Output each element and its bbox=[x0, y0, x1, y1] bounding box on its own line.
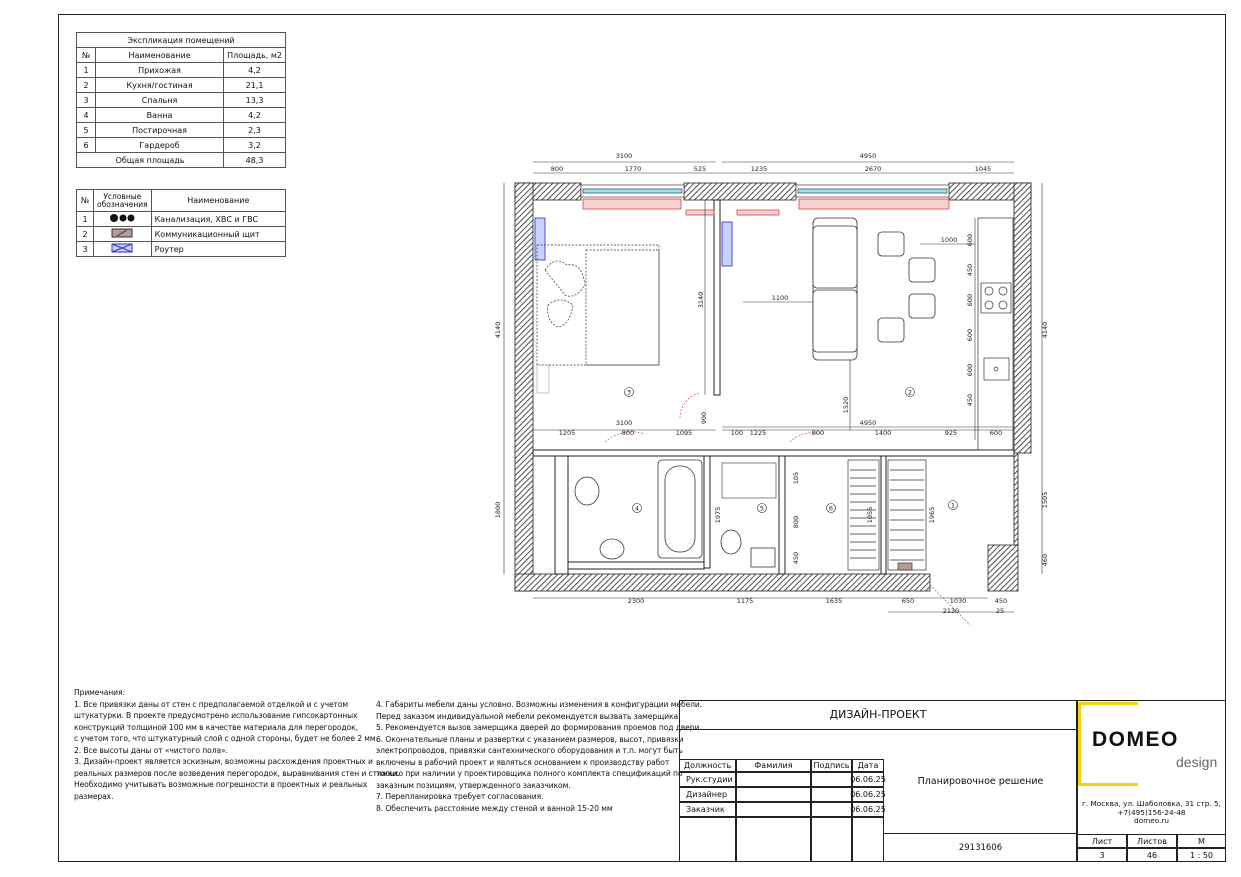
project-code: 29131606 bbox=[958, 843, 1003, 853]
dim-text: 925 bbox=[944, 429, 958, 437]
dim-text: 600 bbox=[966, 328, 974, 342]
dim-text: 600 bbox=[966, 233, 974, 247]
dim-text: 1235 bbox=[750, 165, 768, 173]
nightstand bbox=[537, 365, 549, 393]
ac-units bbox=[535, 218, 732, 266]
dim-text: 4950 bbox=[859, 419, 877, 427]
explication-table: Экспликация помещений № Наименование Площадь, м2 1 Прихожая 4,2 2 Кухня/гостиная 21,1 3 Спальня 13,3 4 Ванна 4,2 5 Постирочная 2,3 6 Гардероб 3,2 Общая площадь 48,3 bbox=[76, 32, 286, 168]
sheet-number: 3 bbox=[1077, 848, 1127, 862]
inner-walls bbox=[533, 200, 1014, 574]
table-row: 4 Ванна 4,2 bbox=[77, 108, 286, 123]
table-row: 3 Спальня 13,3 bbox=[77, 93, 286, 108]
project-title: ДИЗАЙН-ПРОЕКТ bbox=[679, 700, 1077, 730]
dim-text: 1095 bbox=[675, 429, 693, 437]
scale-value: 1 : 50 bbox=[1177, 848, 1226, 862]
table-row: 1 Прихожая 4,2 bbox=[77, 63, 286, 78]
dim-text: 3100 bbox=[615, 152, 633, 160]
dim-text: 2130 bbox=[942, 607, 960, 615]
dim-text: 100 bbox=[730, 429, 744, 437]
dim-text: 3140 bbox=[697, 291, 705, 309]
room-number: 6 bbox=[828, 504, 834, 513]
table-row: 5 Постирочная 2,3 bbox=[77, 123, 286, 138]
dim-text: 800 bbox=[811, 429, 825, 437]
room-number: 2 bbox=[907, 388, 913, 397]
table-row: 2 Коммуникационный щит bbox=[77, 227, 286, 242]
room-number: 1 bbox=[950, 501, 956, 510]
dim-text: 1505 bbox=[1041, 491, 1049, 509]
dim-text: 105 bbox=[792, 471, 800, 485]
dim-text: 1205 bbox=[558, 429, 576, 437]
dim-text: 1800 bbox=[494, 501, 502, 519]
dim-text: 800 bbox=[621, 429, 635, 437]
dim-text: 650 bbox=[901, 597, 915, 605]
dim-text: 800 bbox=[792, 515, 800, 529]
dim-text: 900 bbox=[700, 411, 708, 425]
dim-text: 1055 bbox=[866, 506, 874, 524]
room-number: 3 bbox=[626, 388, 632, 397]
table-row: 1 Канализация, ХВС и ГВС bbox=[77, 212, 286, 227]
radiators bbox=[583, 199, 949, 215]
room-number: 5 bbox=[759, 504, 765, 513]
comm-panel-icon bbox=[898, 563, 912, 570]
dim-text: 1225 bbox=[749, 429, 767, 437]
dim-text: 450 bbox=[966, 393, 974, 407]
dim-text: 600 bbox=[966, 293, 974, 307]
logo-text: DOMEO bbox=[1092, 728, 1179, 751]
legend-table: № Условные обозначения Наименование 1 Канализация, ХВС и ГВС 2 Коммуникационный щит 3 Роутер bbox=[76, 189, 286, 257]
room-number: 4 bbox=[634, 504, 640, 513]
dim-text: 1635 bbox=[825, 597, 843, 605]
dining-chairs bbox=[878, 232, 935, 342]
dim-text: 25 bbox=[995, 607, 1005, 615]
title-block: ДИЗАЙН-ПРОЕКТ Должность Фамилия Подпись Дата Рук.студии 06.06.25 Дизайнер 06.06.25 Заказчик 06.06.25 Планировочное решение 29131606 DOMEO design г. Москва, ул. Шаболовка, 31 стр. 5, +7(495)156-24-48 domeo.ru Лист Листов М 3 46 1 : 50 bbox=[679, 700, 1226, 862]
dim-text: 4950 bbox=[859, 152, 877, 160]
sheet-name: Планировочное решение bbox=[884, 730, 1077, 834]
table-row: 3 Роутер bbox=[77, 242, 286, 257]
kitchen-unit bbox=[978, 218, 1013, 450]
explication-title: Экспликация помещений bbox=[77, 33, 286, 48]
dim-text: 2300 bbox=[627, 597, 645, 605]
dim-text: 450 bbox=[994, 597, 1008, 605]
wardrobes bbox=[848, 460, 926, 570]
dim-text: 1175 bbox=[736, 597, 754, 605]
dim-text: 1770 bbox=[624, 165, 642, 173]
dim-text: 450 bbox=[792, 551, 800, 565]
table-row: 6 Гардероб 3,2 bbox=[77, 138, 286, 153]
dim-text: 1400 bbox=[874, 429, 892, 437]
dim-text: 1000 bbox=[940, 236, 958, 244]
dim-text: 1965 bbox=[928, 506, 936, 524]
dim-text: 1100 bbox=[771, 294, 789, 302]
notes-col2: 4. Габариты мебели даны условно. Возможны изменения в конфигурации мебели. Перед заказом индивидуальной мебели рекомендуется вызвать замерщика. 5. Рекомендуется вызов замерщика дверей до формирования проемов под двери. 6. Окончательные планы и развертки с указанием размеров, высот, привязки электропроводов, привязки сантехнического оборудования и т.п. могут быть включены в рабочий проект и являться основанием к производству работ только при наличии у проектировщика полного комплекта спецификаций по заказным позициям, утвержденного заказчиком. 7. Перепланировка требует согласования. 8. Обеспечить расстояние между стеной и ванной 15-20 мм bbox=[376, 700, 703, 813]
company-contacts: г. Москва, ул. Шаболовка, 31 стр. 5, +7(495)156-24-48 domeo.ru bbox=[1082, 799, 1221, 825]
dim-text: 800 bbox=[550, 165, 564, 173]
table-total-row: Общая площадь 48,3 bbox=[77, 153, 286, 168]
dim-text: 525 bbox=[693, 165, 707, 173]
notes-col1: Примечания: 1. Все привязки даны от стен с предполагаемой отделкой и с учетом штукатурки. В проекте предусмотрено использование гипсокартонных конструкций толщиной 100 мм в качестве материала для перегородок, с учетом того, что штукатурный слой с одной стороны, будет не более 2 мм. 2. Все высоты даны от «чистого пола». 3. Дизайн-проект является эскизным, возможны расхождения проектных и реальных размеров после возведения перегородок, выравнивания стен и стяжки. Необходимо учитывать возможные погрешности в проектных и реальных размерах. bbox=[74, 688, 400, 801]
dim-text: 1045 bbox=[974, 165, 992, 173]
dim-text: 3100 bbox=[615, 419, 633, 427]
sofa bbox=[813, 218, 857, 360]
dim-text: 450 bbox=[966, 263, 974, 277]
dim-text: 600 bbox=[966, 363, 974, 377]
dim-text: 460 bbox=[1041, 553, 1049, 567]
table-row: 2 Кухня/гостиная 21,1 bbox=[77, 78, 286, 93]
dim-text: 1030 bbox=[949, 597, 967, 605]
bathtub bbox=[658, 460, 702, 558]
dim-text: 1975 bbox=[714, 506, 722, 524]
dim-text: 600 bbox=[989, 429, 1003, 437]
dim-text: 4140 bbox=[1041, 321, 1049, 339]
bed bbox=[537, 245, 659, 365]
logo-subtext: design bbox=[1176, 754, 1218, 770]
washer bbox=[722, 463, 776, 498]
dimension-lines bbox=[504, 162, 1042, 612]
sheets-total: 46 bbox=[1127, 848, 1177, 862]
dim-text: 1520 bbox=[842, 396, 850, 414]
dim-text: 4140 bbox=[494, 321, 502, 339]
dim-text: 2670 bbox=[864, 165, 882, 173]
